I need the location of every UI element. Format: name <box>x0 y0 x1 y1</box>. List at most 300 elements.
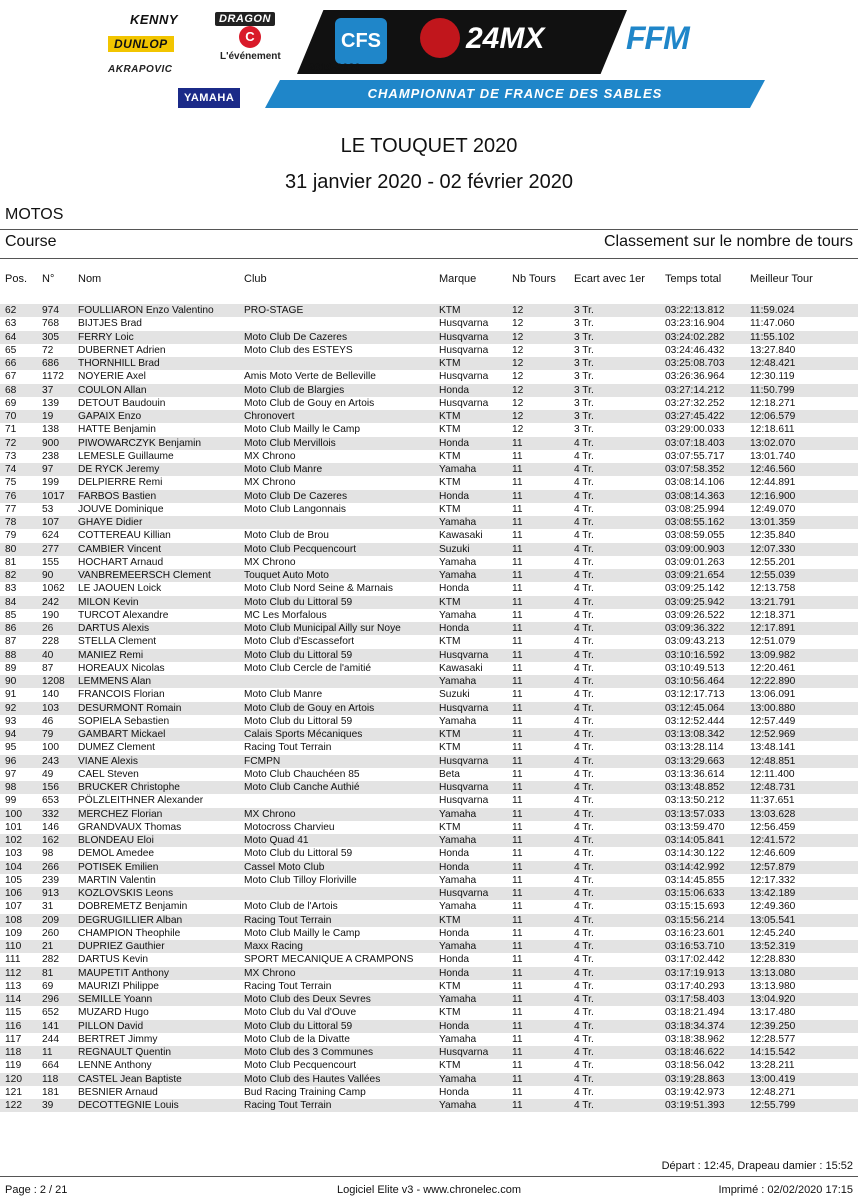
cell-marque: KTM <box>439 636 461 648</box>
cell-pos: 75 <box>5 477 17 489</box>
cell-ecart: 4 Tr. <box>574 1033 594 1045</box>
cell-club: Moto Club Mervillois <box>244 437 336 449</box>
cell-num: 31 <box>42 901 54 913</box>
cell-marque: KTM <box>439 411 461 422</box>
cell-temps: 03:18:38.962 <box>665 1033 725 1045</box>
cell-nom: VANBREMEERSCH Clement <box>78 570 211 581</box>
cell-ecart: 3 Tr. <box>574 411 594 422</box>
cell-temps: 03:09:25.142 <box>665 583 725 595</box>
cell-club: Moto Club Mailly le Camp <box>244 927 361 939</box>
cell-club: Bud Racing Training Camp <box>244 1086 366 1098</box>
cell-ecart: 3 Tr. <box>574 331 594 343</box>
cell-pos: 97 <box>5 768 17 780</box>
cell-tours: 11 <box>512 888 523 899</box>
cell-marque: KTM <box>439 477 461 489</box>
cell-ecart: 4 Tr. <box>574 477 594 489</box>
cell-club: MX Chrono <box>244 450 296 462</box>
cell-club: SPORT MECANIQUE A CRAMPONS <box>244 954 414 966</box>
cell-marque: Honda <box>439 861 470 873</box>
cell-marque: Yamaha <box>439 808 477 820</box>
divider <box>0 1176 858 1177</box>
cell-pos: 99 <box>5 795 17 807</box>
cell-best: 12:57.879 <box>750 861 796 873</box>
cell-tours: 11 <box>512 517 523 528</box>
cell-tours: 11 <box>512 848 523 860</box>
cell-nom: BRUCKER Christophe <box>78 782 180 793</box>
cell-marque: Husqvarna <box>439 795 489 807</box>
cell-temps: 03:09:01.263 <box>665 556 725 568</box>
cell-best: 13:42.189 <box>750 888 796 899</box>
table-row <box>0 781 858 794</box>
cell-pos: 113 <box>5 980 22 992</box>
cell-club: Moto Club des Deux Sevres <box>244 994 371 1005</box>
cell-nom: CAEL Steven <box>78 768 139 780</box>
cell-temps: 03:23:16.904 <box>665 318 725 330</box>
table-row <box>0 437 858 450</box>
cell-nom: FERRY Loic <box>78 331 134 343</box>
cell-ecart: 4 Tr. <box>574 1007 594 1019</box>
cell-num: 652 <box>42 1007 59 1019</box>
cell-nom: DOBREMETZ Benjamin <box>78 901 188 913</box>
cell-best: 12:17.332 <box>750 874 796 886</box>
cell-marque: Honda <box>439 1020 470 1032</box>
table-row <box>0 794 858 807</box>
table-row <box>0 1020 858 1033</box>
cell-pos: 64 <box>5 331 17 343</box>
cell-marque: Honda <box>439 848 470 860</box>
cell-tours: 11 <box>512 954 523 966</box>
cell-nom: MANIEZ Remi <box>78 649 144 661</box>
cell-num: 238 <box>42 450 59 462</box>
cell-temps: 03:14:05.841 <box>665 835 725 846</box>
cell-ecart: 4 Tr. <box>574 1073 594 1085</box>
cell-club: Moto Club Cercle de l'amitié <box>244 662 372 674</box>
cell-pos: 87 <box>5 636 17 648</box>
cell-num: 98 <box>42 848 54 860</box>
cell-temps: 03:13:50.212 <box>665 795 725 807</box>
cell-temps: 03:08:25.994 <box>665 503 725 515</box>
cell-club: Moto Club du Val d'Ouve <box>244 1007 357 1019</box>
cell-ecart: 4 Tr. <box>574 715 594 727</box>
table-row <box>0 622 858 635</box>
cell-club: Moto Club des Hautes Vallées <box>244 1073 381 1085</box>
cell-tours: 11 <box>512 1100 523 1111</box>
cell-nom: BESNIER Arnaud <box>78 1086 158 1098</box>
cell-best: 12:17.891 <box>750 623 796 634</box>
table-row <box>0 1099 858 1112</box>
cell-club: MC Les Morfalous <box>244 609 327 621</box>
cell-num: 1208 <box>42 676 65 687</box>
cell-best: 12:48.271 <box>750 1086 796 1098</box>
cell-tours: 12 <box>512 305 524 316</box>
cell-best: 12:49.070 <box>750 503 796 515</box>
table-row <box>0 450 858 463</box>
cell-club: Moto Club Pecquencourt <box>244 1060 357 1072</box>
cell-temps: 03:09:26.522 <box>665 609 725 621</box>
table-row <box>0 529 858 542</box>
cell-num: 49 <box>42 768 54 780</box>
cell-temps: 03:10:56.464 <box>665 676 725 687</box>
cell-temps: 03:13:08.342 <box>665 729 725 740</box>
cell-ecart: 4 Tr. <box>574 848 594 860</box>
cell-tours: 11 <box>512 835 523 846</box>
cell-num: 39 <box>42 1100 54 1111</box>
cell-nom: CAMBIER Vincent <box>78 543 162 555</box>
cell-temps: 03:14:42.992 <box>665 861 725 873</box>
cell-num: 296 <box>42 994 59 1005</box>
cell-best: 12:55.039 <box>750 570 796 581</box>
cell-ecart: 4 Tr. <box>574 874 594 886</box>
cell-best: 13:17.480 <box>750 1007 796 1019</box>
table-row <box>0 993 858 1006</box>
cell-marque: KTM <box>439 980 461 992</box>
table-row <box>0 357 858 370</box>
cell-tours: 11 <box>512 874 523 886</box>
table-row <box>0 662 858 675</box>
cell-tours: 11 <box>512 861 523 873</box>
cell-ecart: 3 Tr. <box>574 371 594 383</box>
cell-nom: LEMESLE Guillaume <box>78 450 174 462</box>
cell-ecart: 4 Tr. <box>574 821 594 833</box>
cell-pos: 65 <box>5 344 17 356</box>
cell-nom: FRANCOIS Florian <box>78 689 165 701</box>
cell-num: 653 <box>42 795 59 807</box>
cell-nom: MAUPETIT Anthony <box>78 967 169 979</box>
cell-ecart: 4 Tr. <box>574 941 594 952</box>
cell-num: 243 <box>42 755 59 767</box>
cell-best: 12:55.201 <box>750 556 796 568</box>
table-row <box>0 344 858 357</box>
cell-club: Racing Tout Terrain <box>244 1100 332 1111</box>
cell-club: Moto Quad 41 <box>244 835 309 846</box>
cell-marque: KTM <box>439 742 461 754</box>
cell-ecart: 4 Tr. <box>574 1047 594 1058</box>
cell-club: Touquet Auto Moto <box>244 570 329 581</box>
cell-tours: 11 <box>512 742 523 754</box>
cell-marque: Honda <box>439 954 470 966</box>
cell-nom: PIWOWARCZYK Benjamin <box>78 437 202 449</box>
cell-temps: 03:08:14.106 <box>665 477 725 489</box>
table-row <box>0 821 858 834</box>
cell-pos: 101 <box>5 821 22 833</box>
cell-num: 37 <box>42 384 54 396</box>
table-row <box>0 384 858 397</box>
cell-marque: Husqvarna <box>439 318 489 330</box>
cell-best: 13:01.740 <box>750 450 796 462</box>
cell-num: 46 <box>42 715 54 727</box>
cell-nom: JOUVE Dominique <box>78 503 164 515</box>
cell-pos: 82 <box>5 570 17 581</box>
cell-ecart: 4 Tr. <box>574 742 594 754</box>
cell-temps: 03:16:53.710 <box>665 941 725 952</box>
cell-club: Racing Tout Terrain <box>244 742 332 754</box>
cell-temps: 03:13:28.114 <box>665 742 724 754</box>
cell-nom: DUMEZ Clement <box>78 742 155 754</box>
cell-num: 162 <box>42 835 59 846</box>
cell-temps: 03:07:58.352 <box>665 464 725 475</box>
cell-best: 13:01.359 <box>750 517 796 528</box>
table-row <box>0 582 858 595</box>
table-row <box>0 569 858 582</box>
cell-pos: 62 <box>5 305 17 316</box>
cell-tours: 11 <box>512 556 523 568</box>
cell-club: Moto Club du Littoral 59 <box>244 596 353 608</box>
cell-num: 118 <box>42 1073 59 1085</box>
cell-pos: 103 <box>5 848 22 860</box>
cell-best: 12:51.079 <box>750 636 796 648</box>
event-dates: 31 janvier 2020 - 02 février 2020 <box>285 171 573 193</box>
table-row <box>0 980 858 993</box>
cell-marque: KTM <box>439 1007 461 1019</box>
cell-pos: 92 <box>5 702 17 714</box>
cell-num: 138 <box>42 424 59 436</box>
table-row <box>0 649 858 662</box>
cell-temps: 03:15:15.693 <box>665 901 725 913</box>
cell-num: 181 <box>42 1086 59 1098</box>
cell-tours: 11 <box>512 623 523 634</box>
cell-pos: 110 <box>5 941 22 952</box>
cell-pos: 88 <box>5 649 17 661</box>
cell-tours: 12 <box>512 411 524 422</box>
cell-pos: 79 <box>5 530 17 542</box>
cell-marque: Husqvarna <box>439 702 489 714</box>
cell-marque: Yamaha <box>439 676 477 687</box>
cell-nom: DEMOL Amedee <box>78 848 155 860</box>
cell-pos: 81 <box>5 556 17 568</box>
cell-nom: VIANE Alexis <box>78 755 139 767</box>
cell-club: Moto Club Chauchéen 85 <box>244 768 360 780</box>
cell-best: 12:57.449 <box>750 715 796 727</box>
cell-num: 69 <box>42 980 54 992</box>
cell-tours: 11 <box>512 437 523 449</box>
cell-temps: 03:19:51.393 <box>665 1100 725 1111</box>
championship-title: CHAMPIONNAT DE FRANCE DES SABLES <box>367 86 663 101</box>
cell-temps: 03:25:08.703 <box>665 358 725 369</box>
cell-temps: 03:26:36.964 <box>665 371 725 383</box>
cell-marque: Husqvarna <box>439 1047 489 1058</box>
cell-club: Racing Tout Terrain <box>244 914 332 926</box>
cell-marque: KTM <box>439 358 461 369</box>
cell-pos: 89 <box>5 662 17 674</box>
cell-best: 12:16.900 <box>750 490 796 502</box>
cell-ecart: 4 Tr. <box>574 1020 594 1032</box>
cell-ecart: 4 Tr. <box>574 689 594 701</box>
cell-num: 156 <box>42 782 59 793</box>
cell-marque: Husqvarna <box>439 397 489 409</box>
cell-best: 11:50.799 <box>750 384 795 396</box>
cell-temps: 03:09:36.322 <box>665 623 725 634</box>
cell-tours: 11 <box>512 702 523 714</box>
cell-pos: 73 <box>5 450 17 462</box>
cell-club: Chronovert <box>244 411 295 422</box>
cell-club: MX Chrono <box>244 967 296 979</box>
cell-tours: 11 <box>512 914 523 926</box>
cell-temps: 03:07:55.717 <box>665 450 725 462</box>
cell-best: 14:15.542 <box>750 1047 796 1058</box>
cell-marque: Honda <box>439 583 470 595</box>
cell-best: 11:55.102 <box>750 331 795 343</box>
cell-nom: MERCHEZ Florian <box>78 808 163 820</box>
col-club: Club <box>244 273 267 285</box>
cell-num: 40 <box>42 649 54 661</box>
cell-tours: 11 <box>512 768 523 780</box>
cell-num: 913 <box>42 888 59 899</box>
cell-pos: 63 <box>5 318 17 330</box>
cell-pos: 70 <box>5 411 17 422</box>
table-row <box>0 423 858 436</box>
cell-pos: 96 <box>5 755 17 767</box>
table-row <box>0 410 858 423</box>
cell-best: 11:47.060 <box>750 318 795 330</box>
table-row <box>0 861 858 874</box>
cell-marque: Suzuki <box>439 543 470 555</box>
cell-num: 305 <box>42 331 59 343</box>
cell-club: Moto Club des ESTEYS <box>244 344 353 356</box>
cell-nom: MARTIN Valentin <box>78 874 156 886</box>
cell-temps: 03:27:32.252 <box>665 397 725 409</box>
cell-club: Moto Club de l'Artois <box>244 901 338 913</box>
cell-temps: 03:14:45.855 <box>665 874 725 886</box>
cell-temps: 03:17:02.442 <box>665 954 725 966</box>
cell-temps: 03:08:55.162 <box>665 517 725 528</box>
cell-pos: 80 <box>5 543 17 555</box>
cell-ecart: 4 Tr. <box>574 768 594 780</box>
cell-num: 239 <box>42 874 59 886</box>
cell-ecart: 4 Tr. <box>574 954 594 966</box>
cell-num: 900 <box>42 437 59 449</box>
cell-club: Moto Club de Gouy en Artois <box>244 702 375 714</box>
cell-num: 228 <box>42 636 59 648</box>
cell-marque: Kawasaki <box>439 530 483 542</box>
cell-pos: 67 <box>5 371 17 383</box>
cell-tours: 11 <box>512 941 523 952</box>
cell-ecart: 4 Tr. <box>574 1086 594 1098</box>
cell-nom: COULON Allan <box>78 384 147 396</box>
cell-nom: CHAMPION Theophile <box>78 927 181 939</box>
cell-marque: Yamaha <box>439 517 477 528</box>
cell-marque: Suzuki <box>439 689 470 701</box>
cell-marque: Honda <box>439 384 470 396</box>
cell-best: 13:06.091 <box>750 689 796 701</box>
kenny-logo: KENNY <box>130 12 179 27</box>
cell-tours: 11 <box>512 980 523 992</box>
cell-tours: 11 <box>512 530 523 542</box>
cell-club: Moto Club Nord Seine & Marnais <box>244 583 393 595</box>
cell-marque: KTM <box>439 503 461 515</box>
cell-marque: Yamaha <box>439 464 477 475</box>
cell-ecart: 4 Tr. <box>574 464 594 475</box>
cell-temps: 03:27:14.212 <box>665 384 725 396</box>
cell-ecart: 3 Tr. <box>574 344 594 356</box>
cell-temps: 03:15:06.633 <box>665 888 725 899</box>
cell-ecart: 4 Tr. <box>574 782 594 793</box>
cell-club: Moto Club Manre <box>244 464 323 475</box>
cell-nom: TURCOT Alexandre <box>78 609 169 621</box>
cell-club: Moto Club de Blargies <box>244 384 345 396</box>
cell-club: Moto Club Pecquencourt <box>244 543 357 555</box>
cell-tours: 11 <box>512 543 523 555</box>
cell-temps: 03:08:59.055 <box>665 530 725 542</box>
cell-club: Moto Club De Cazeres <box>244 490 348 502</box>
cell-best: 12:18.611 <box>750 424 795 436</box>
cell-ecart: 4 Tr. <box>574 755 594 767</box>
cell-temps: 03:18:56.042 <box>665 1060 725 1072</box>
table-row <box>0 543 858 556</box>
cell-ecart: 3 Tr. <box>574 397 594 409</box>
cell-ecart: 4 Tr. <box>574 490 594 502</box>
cell-tours: 11 <box>512 649 523 661</box>
table-row <box>0 1046 858 1059</box>
cell-nom: HATTE Benjamin <box>78 424 156 436</box>
cell-pos: 94 <box>5 729 17 740</box>
cell-tours: 11 <box>512 689 523 701</box>
cell-club: Moto Club du Littoral 59 <box>244 715 353 727</box>
cell-nom: NOYERIE Axel <box>78 371 146 383</box>
cell-best: 12:48.731 <box>750 782 796 793</box>
cell-pos: 93 <box>5 715 17 727</box>
cell-temps: 03:18:34.374 <box>665 1020 725 1032</box>
mx-helmet-icon <box>420 18 460 58</box>
cell-ecart: 4 Tr. <box>574 729 594 740</box>
col-pos: Pos. <box>5 273 28 285</box>
cell-best: 13:28.211 <box>750 1060 795 1072</box>
cell-num: 11 <box>42 1047 53 1058</box>
cell-temps: 03:13:29.663 <box>665 755 725 767</box>
cell-tours: 11 <box>512 636 523 648</box>
table-row <box>0 834 858 847</box>
cell-num: 141 <box>42 1020 59 1032</box>
cell-temps: 03:09:43.213 <box>665 636 725 648</box>
cell-club: Moto Club de la Divatte <box>244 1033 350 1045</box>
cell-tours: 11 <box>512 1086 523 1098</box>
cell-ecart: 3 Tr. <box>574 305 594 316</box>
col-best: Meilleur Tour <box>750 273 813 285</box>
cell-marque: KTM <box>439 424 461 436</box>
cell-marque: KTM <box>439 596 461 608</box>
cell-tours: 12 <box>512 384 524 396</box>
cell-nom: DESURMONT Romain <box>78 702 182 714</box>
cell-nom: DUPRIEZ Gauthier <box>78 941 165 952</box>
cell-tours: 11 <box>512 808 523 820</box>
cell-ecart: 4 Tr. <box>574 450 594 462</box>
cell-ecart: 4 Tr. <box>574 556 594 568</box>
cell-temps: 03:18:21.494 <box>665 1007 725 1019</box>
cell-tours: 11 <box>512 464 523 475</box>
cell-num: 260 <box>42 927 59 939</box>
cell-club: Moto Club Municipal Ailly sur Noye <box>244 623 401 634</box>
cell-nom: CASTEL Jean Baptiste <box>78 1073 182 1085</box>
cell-marque: Husqvarna <box>439 344 489 356</box>
cell-temps: 03:12:17.713 <box>665 689 725 701</box>
cell-ecart: 4 Tr. <box>574 583 594 595</box>
cell-marque: Honda <box>439 490 470 502</box>
cell-num: 26 <box>42 623 54 634</box>
table-row <box>0 728 858 741</box>
cell-ecart: 4 Tr. <box>574 835 594 846</box>
table-row <box>0 967 858 980</box>
cell-temps: 03:29:00.033 <box>665 424 725 436</box>
cell-nom: DECOTTEGNIE Louis <box>78 1100 179 1111</box>
cell-ecart: 4 Tr. <box>574 967 594 979</box>
cell-club: Moto Club Canche Authié <box>244 782 360 793</box>
table-row <box>0 914 858 927</box>
cell-num: 103 <box>42 702 59 714</box>
cell-temps: 03:15:56.214 <box>665 914 725 926</box>
cell-nom: PÖLZLEITHNER Alexander <box>78 795 204 807</box>
cell-num: 140 <box>42 689 59 701</box>
cell-ecart: 4 Tr. <box>574 888 594 899</box>
cell-tours: 12 <box>512 318 524 330</box>
